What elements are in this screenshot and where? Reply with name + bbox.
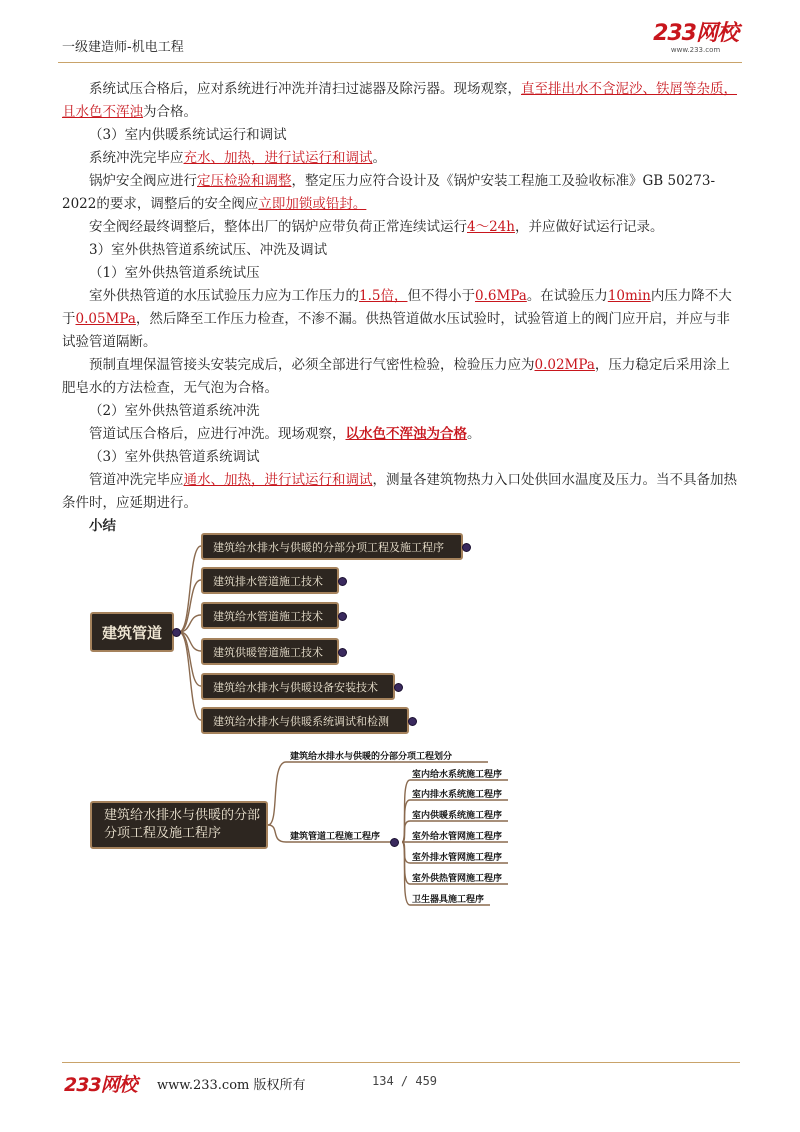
mindmap1-child: 建筑给水管道施工技术	[201, 602, 339, 629]
mindmap2-root	[90, 801, 268, 849]
highlight: 直至排出水不含泥沙、铁屑等杂质，且水色不浑浊	[62, 81, 737, 120]
section-heading: （3）室内供暖系统试运行和调试	[89, 127, 287, 143]
text: 。在试验压力	[526, 288, 608, 304]
highlight: 10min	[607, 288, 651, 304]
logo-url: www.233.com	[670, 46, 721, 54]
text: ，并应做好试运行记录。	[514, 219, 664, 235]
logo-text: 233网校	[653, 21, 738, 46]
highlight: 0.02MPa	[534, 357, 595, 373]
mindmap2-leaf: 室内排水系统施工程序	[412, 790, 503, 800]
text: 安全阀经最终调整后，整体出厂的锅炉应带负荷正常连续试运行	[89, 219, 467, 235]
mindmap1-child: 建筑给水排水与供暖设备安装技术	[201, 673, 395, 700]
text: ，测量各建筑物热力入口处供回水温度及压力。当不具备加热条件时，应延期进行。	[62, 472, 737, 511]
root-line: 建筑给水排水与供暖的分部	[104, 808, 261, 823]
node-dot	[338, 577, 347, 586]
node-dot	[338, 648, 347, 657]
highlight: 充水、加热，进行试运行和调试	[183, 150, 373, 166]
highlight: 0.05MPa	[75, 311, 136, 327]
mindmap2-leaf: 室内给水系统施工程序	[412, 770, 503, 780]
text: ，然后降至工作压力检查，不渗不漏。供热管道做水压试验时，试验管道上的阀门应开启，并应与非试验管道隔断。	[62, 311, 730, 350]
text: ，压力稳定后采用涂上肥皂水的方法检查，无气泡为合格。	[62, 357, 730, 396]
highlight: 0.6MPa	[474, 288, 527, 304]
text: 锅炉安全阀应进行	[89, 173, 197, 189]
footer-logo: 233网校	[64, 1074, 137, 1096]
mindmap2-root-text	[104, 807, 260, 843]
mindmap1-child: 建筑排水管道施工技术	[201, 567, 339, 594]
mindmap2-leaf: 室外排水管网施工程序	[412, 853, 503, 863]
mindmap2-branch: 建筑给水排水与供暖的分部分项工程划分	[290, 752, 453, 762]
header-title: 一级建造师-机电工程	[62, 40, 184, 55]
root-line: 分项工程及施工程序	[104, 826, 222, 841]
highlight: 4～24h	[467, 219, 515, 235]
text: 。	[372, 150, 386, 166]
text: 室外供热管道的水压试验压力应为工作压力的	[89, 288, 359, 304]
mindmap1-root: 建筑管道	[90, 612, 174, 652]
highlight: 定压检验和调整	[197, 173, 292, 189]
text: 为合格。	[143, 104, 197, 120]
text: 预制直埋保温管接头安装完成后，必须全部进行气密性检验，检验压力应为	[89, 357, 535, 373]
section-heading: （3）室外供热管道系统调试	[89, 449, 260, 465]
text: 系统试压合格后，应对系统进行冲洗并清扫过滤器及除污器。现场观察，	[89, 81, 521, 97]
node-dot	[408, 717, 417, 726]
section-heading: 3）室外供热管道系统试压、冲洗及调试	[89, 242, 328, 258]
highlight: 通水、加热，进行试运行和调试	[183, 472, 373, 488]
mindmap2-leaf: 室外给水管网施工程序	[412, 832, 503, 842]
text: 。	[467, 426, 481, 442]
page-footer	[62, 1062, 740, 1102]
node-dot	[172, 628, 181, 637]
mindmap2-leaf: 室外供热管网施工程序	[412, 874, 503, 884]
mindmap2-leaf: 卫生器具施工程序	[412, 895, 485, 905]
text: 管道试压合格后，应进行冲洗。现场观察，	[89, 426, 346, 442]
text: 但不得小于	[407, 288, 475, 304]
footer-copyright: www.233.com 版权所有	[157, 1078, 306, 1093]
page-number: 134 / 459	[372, 1074, 438, 1088]
highlight: 1.5倍，	[359, 288, 408, 304]
node-dot	[394, 683, 403, 692]
text: ，整定压力应符合设计及《锅炉安装工程施工及验收标准》GB 50273-2022的要求，调整后的安全阀应	[62, 173, 716, 212]
mindmap1-child: 建筑给水排水与供暖的分部分项工程及施工程序	[201, 533, 463, 560]
connector	[179, 546, 201, 632]
section-heading: （1）室外供热管道系统试压	[89, 265, 260, 281]
text: 管道冲洗完毕应	[89, 472, 184, 488]
mindmap2-leaf: 室内供暖系统施工程序	[412, 811, 503, 821]
mindmap2-branch: 建筑管道工程施工程序	[290, 832, 381, 842]
mindmap1-child: 建筑供暖管道施工技术	[201, 638, 339, 665]
highlight: 立即加锁或铅封。	[258, 196, 367, 212]
mindmap1-child: 建筑给水排水与供暖系统调试和检测	[201, 707, 409, 734]
text: 内压力降不大于	[62, 288, 732, 327]
summary-heading: 小结	[89, 518, 116, 534]
footer-divider	[62, 1062, 740, 1063]
text: 系统冲洗完毕应	[89, 150, 184, 166]
node-dot	[390, 838, 399, 847]
highlight: 以水色不浑浊为合格	[345, 426, 467, 442]
section-heading: （2）室外供热管道系统冲洗	[89, 403, 260, 419]
connector	[179, 632, 201, 720]
node-dot	[338, 612, 347, 621]
node-dot	[462, 543, 471, 552]
